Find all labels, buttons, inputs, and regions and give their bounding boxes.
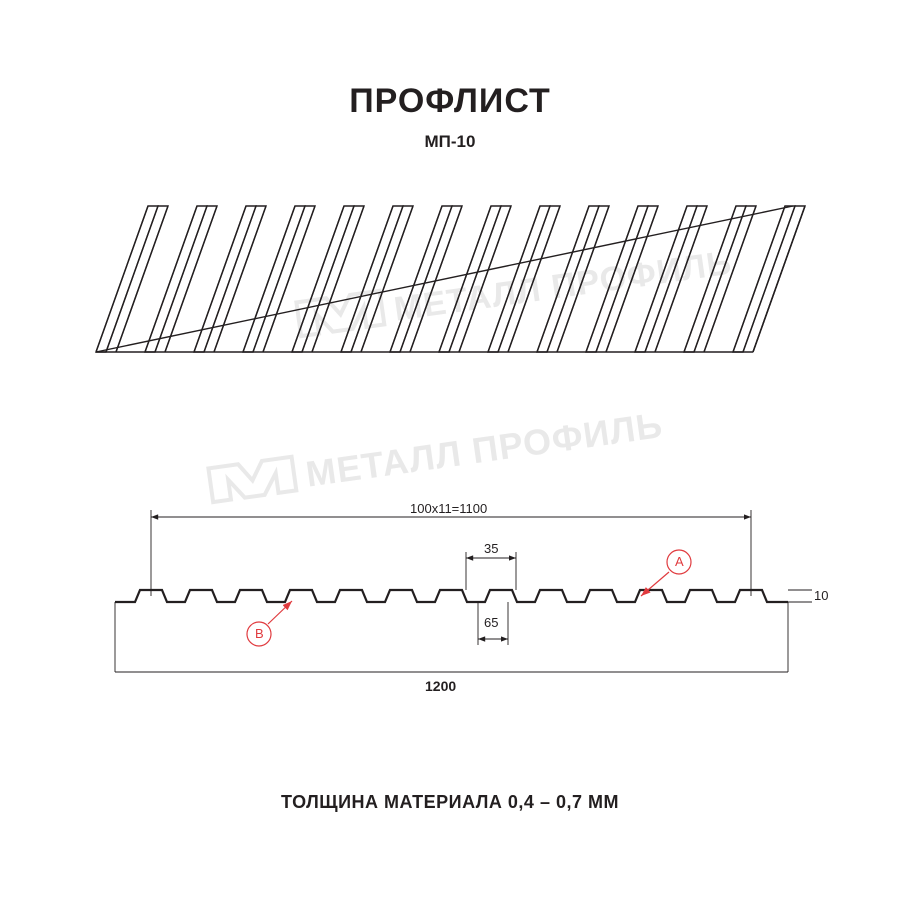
- dimension-10: [788, 590, 812, 602]
- svg-text:МЕТАЛЛ ПРОФИЛЬ: МЕТАЛЛ ПРОФИЛЬ: [391, 243, 735, 329]
- dimension-label-1100: 100x11=1100: [410, 501, 488, 516]
- profile-outline: [115, 590, 788, 602]
- svg-text:МЕТАЛЛ ПРОФИЛЬ: МЕТАЛЛ ПРОФИЛЬ: [303, 404, 666, 495]
- dimension-label-35: 35: [484, 541, 499, 556]
- watermark-lower: [208, 404, 665, 508]
- dimension-label-65: 65: [484, 615, 499, 630]
- dimension-label-1200: 1200: [425, 678, 457, 694]
- callout-a-label: A: [675, 554, 684, 569]
- material-thickness-note: ТОЛЩИНА МАТЕРИАЛА 0,4 – 0,7 ММ: [281, 792, 619, 812]
- dimension-1100: [151, 510, 751, 596]
- callout-b-label: B: [255, 626, 264, 641]
- profile-cross-section: [115, 510, 812, 672]
- callout-b: [247, 601, 292, 646]
- page-title: ПРОФЛИСТ: [349, 82, 551, 120]
- dimension-35: [466, 552, 516, 590]
- product-code: МП-10: [424, 132, 476, 151]
- dimension-label-10: 10: [814, 588, 829, 603]
